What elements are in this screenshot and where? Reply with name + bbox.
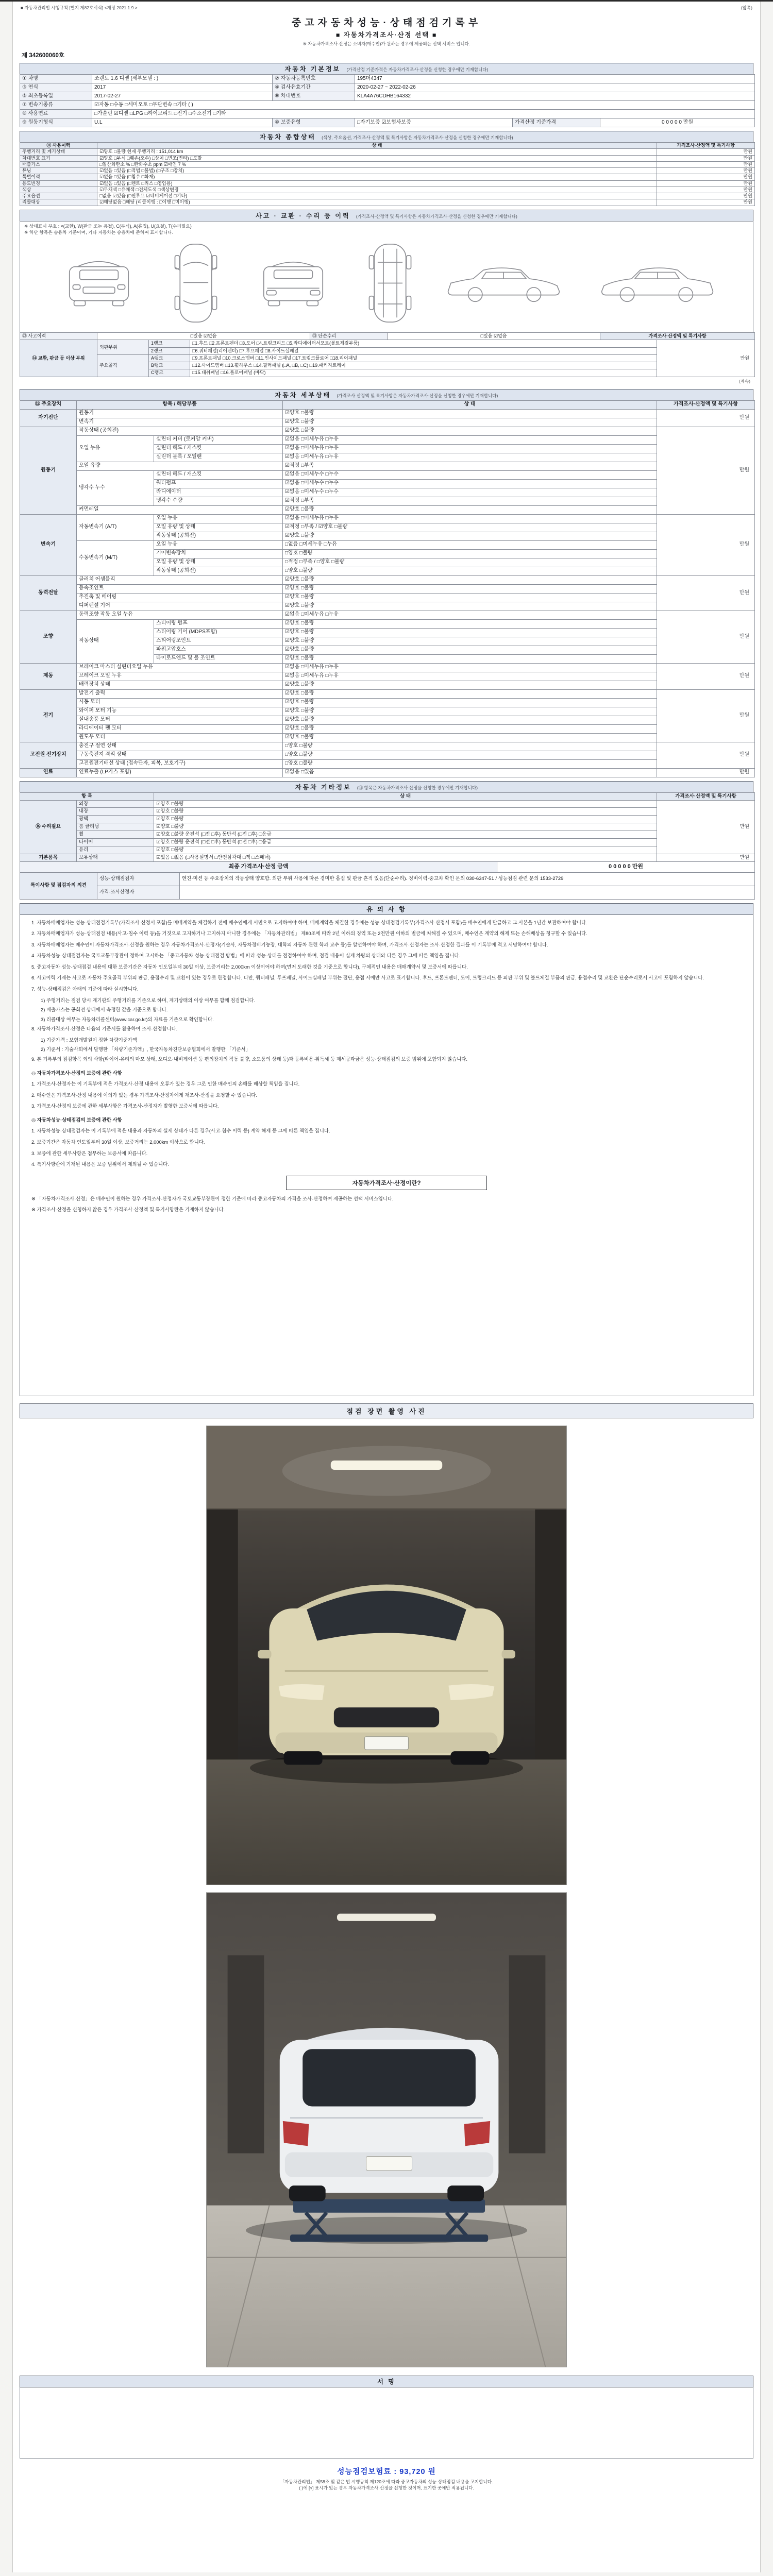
band-note: (가격조사·산정액 및 특기사항은 자동차가격조사·산정을 신청한 경우에만 기재합니다) [337, 393, 498, 398]
checkbox-cell[interactable]: ☑양호 □불량 [283, 619, 657, 628]
table-cell: 2020-02-27 ~ 2022-02-26 [355, 83, 755, 92]
checkbox-cell[interactable]: □15.대쉬패널 □16.플로어패널 (바닥) [190, 369, 657, 377]
checkbox-cell[interactable]: ☑없음 □미세누수 □누수 [283, 470, 657, 479]
table-cell: ⑥ 차대번호 [273, 92, 355, 101]
checkbox-cell[interactable]: ☑양호 □불량 [283, 418, 657, 427]
footer-line-1: 「자동차관리법」 제58조 및 같은 법 시행규칙 제120조에 따라 중고자동차의 성능·상태점검 내용을 고지합니다. [280, 2479, 493, 2484]
checkbox-cell[interactable]: ☑양호 □불량 [283, 716, 657, 724]
table-cell: 오일 누유 [154, 540, 283, 549]
notice-line: 4. 특기사항란에 기재된 내용은 보증 범위에서 제외될 수 있습니다. [31, 1161, 169, 1167]
table-cell: 배력장치 상태 [77, 681, 283, 689]
table-cell: 만원 [657, 663, 755, 689]
section-band-overall-condition [20, 131, 753, 143]
notice-line: 2) 배출가스는 공회전 상태에서 측정한 값을 기준으로 합니다. [41, 1007, 168, 1013]
table-cell: ④ 검사유효기간 [273, 83, 355, 92]
table-cell: 용도변경 [20, 180, 97, 187]
table-cell: 엔진·미션 등 주요장치의 작동상태 양호함. 외판 부위 사용에 따른 경미한 흠집 및 판금 흔적 있음(단순수리). 정비이력·중고차 확인 문의 030-6347-51 / 성능점검 관련 문의 1533-2729 [180, 872, 755, 886]
table-cell: ⑬ 단순수리 [310, 333, 388, 340]
document-number: 제 342600060호 [22, 53, 64, 59]
basic-info-table [20, 74, 755, 127]
band-title: 서 명 [377, 2378, 396, 2385]
table-cell: 실린더 블록 / 오일팬 [154, 453, 283, 462]
notice-line: 1) 주행거리는 점검 당시 계기판의 주행거리를 기준으로 하며, 계기상태의 이상 여부를 함께 점검합니다. [41, 997, 256, 1003]
table-cell: 동력조향 작동 오일 누유 [77, 611, 283, 619]
section-label: 제동 [20, 663, 77, 689]
checkbox-cell[interactable]: ☑양호 □불량 운전석 (□전 □후) 동반석 (□전 □후) □응급 [154, 831, 657, 839]
checkbox-cell[interactable]: ☑양호 □불량 [283, 409, 657, 418]
notice-line: 3. 보증에 관한 세부사항은 첨부하는 보증서에 따릅니다. [31, 1150, 148, 1156]
table-cell: ⑤ 최초등록일 [20, 92, 92, 101]
table-cell: 2랭크 [149, 347, 190, 354]
table-cell: 쏘렌토 1.6 디젤 (세부모델 : ) [92, 75, 273, 83]
table-cell: 만원 [657, 149, 755, 155]
document-footer [20, 2479, 753, 2496]
table-cell: 브레이크 오일 누유 [77, 672, 283, 681]
checkbox-cell[interactable]: ☑양호 □불량 현재 주행거리 : 151,014 km [97, 149, 657, 155]
table-cell: 최종 가격조사·산정 금액 [20, 861, 497, 872]
checkbox-cell[interactable]: ☑양호 □불량 [283, 707, 657, 716]
inspection-photo-rear[interactable] [206, 1892, 567, 2367]
car-diagram-right-side-view[interactable] [595, 259, 719, 308]
checkbox-cell[interactable]: ☑양호 □불량 [154, 816, 657, 823]
table-cell: 1랭크 [149, 340, 190, 347]
section-label: 전기 [20, 689, 77, 742]
checkbox-cell[interactable]: ☑양호 □불량 [283, 602, 657, 611]
accident-diagram-panel [20, 221, 753, 333]
car-diagram-front-view[interactable] [54, 252, 144, 314]
car-diagram-rear-view[interactable] [248, 252, 339, 314]
checkbox-cell[interactable]: □양호 □불량 [283, 751, 657, 759]
checkbox-cell[interactable]: ☑양호 □부식 □훼손(오손) □상이 □변조(변타) □도말 [97, 155, 657, 161]
table-cell: 윈도우 모터 [77, 733, 283, 742]
table-cell: ⑮ 주요장치 [20, 400, 77, 409]
etc-info-table [20, 792, 755, 862]
section-label: 자기진단 [20, 409, 77, 427]
notices-list [31, 919, 742, 1168]
table-cell: 주요옵션 [20, 193, 97, 199]
table-cell: 만원 [657, 689, 755, 742]
table-cell: 외판부위 [97, 340, 149, 355]
table-cell [180, 886, 755, 899]
checkbox-cell[interactable]: ☑양호 □불량 [283, 698, 657, 707]
checkbox-cell[interactable]: ☑있음 □없음 (□사용설명서 □안전삼각대 □잭 □스패너) [154, 854, 657, 861]
table-cell: 주요골격 [97, 354, 149, 377]
section-label: 동력전달 [20, 575, 77, 611]
table-cell: 오일 유량 및 상태 [154, 558, 283, 567]
section-label: 고전원 전기장치 [20, 742, 77, 768]
table-cell: 작동상태 [77, 619, 154, 663]
checkbox-cell[interactable]: ☑자동 □수동 □세미오토 □무단변속 □기타 ( ) [92, 101, 755, 110]
checkbox-cell[interactable]: ☑없음 □미세누수 □누수 [283, 479, 657, 488]
checkbox-cell[interactable]: ☑양호 □불량 [283, 584, 657, 593]
table-cell: 발전기 출력 [77, 689, 283, 698]
table-cell: 워터펌프 [154, 479, 283, 488]
table-cell: 가격산정 기준가격 [513, 118, 600, 127]
checkbox-cell[interactable]: ☑양호 □불량 [283, 681, 657, 689]
section-label: 조향 [20, 611, 77, 663]
table-cell: 실내송풍 모터 [77, 716, 283, 724]
notice-line: 7. 성능·상태점검은 아래의 기준에 따라 실시합니다. [31, 986, 139, 992]
checkbox-cell[interactable]: ☑양호 □불량 [283, 733, 657, 742]
checkbox-cell[interactable]: □일산화탄소 % □탄화수소 ppm ☑매연 7 % [97, 161, 657, 167]
table-cell: 만원 [657, 800, 755, 854]
table-cell: 만원 [657, 168, 755, 174]
table-cell: ③ 연식 [20, 83, 92, 92]
table-cell: 상 태 [154, 792, 657, 800]
checkbox-cell[interactable]: □없음 □미세누유 □누유 [283, 540, 657, 549]
section-band-signature [20, 2376, 753, 2387]
continued-marker: (계속) [738, 378, 750, 384]
table-cell: 리콜대상 [20, 199, 97, 206]
notice-line: 9. 본 기록부의 점검항목 외의 사항(타이어·유리의 마모 상태, 오디오·내비게이션 등 편의장치의 작동 불량, 소모품의 상태 등)과 등록비용·취득세 등 제세공과금은 성능·상태점검의 보증 범위에 포함되지 않습니다. [31, 1056, 467, 1062]
checkbox-cell[interactable]: ☑없음 □있음 (□침수 □화재) [97, 174, 657, 180]
table-cell: 2017 [92, 83, 273, 92]
section-label: ⑯ 수리필요 [20, 800, 77, 854]
table-cell: 기어변속장치 [154, 549, 283, 558]
footer-line-2: ( )에 [√] 표시가 있는 경우 자동차가격조사·산정을 신청한 것이며, 표기한 곳에만 적용됩니다. [299, 2485, 474, 2491]
checkbox-cell[interactable]: □있음 ☑없음 [388, 333, 600, 340]
checkbox-cell[interactable]: 0 0 0 0 0 만원 [600, 118, 755, 127]
table-cell: 상 태 [97, 143, 657, 149]
table-cell: 타이로드엔드 및 볼 조인트 [154, 654, 283, 663]
table-cell: 195더4347 [355, 75, 755, 83]
table-cell: B랭크 [149, 362, 190, 369]
checkbox-cell[interactable]: ☑양호 □불량 [154, 800, 657, 808]
table-cell: 내장 [77, 808, 154, 816]
inspection-photo-front[interactable] [206, 1426, 567, 1885]
checkbox-cell[interactable]: ☑양호 □불량 [154, 846, 657, 854]
section-label: 연료 [20, 768, 77, 777]
notice-line: 2. 자동차매매업자가 성능·상태점검 내용(사고·침수 이력 등)을 거짓으로 고지하거나 고지하지 아니한 경우에는 「자동차관리법」 제80조에 따라 2년 이하의 징역 또는 2천만원 이하의 벌금에 처해질 수 있으며, 매수인은 계약의 해제 또는 손해배상을 청구할 수 있습니다. [31, 930, 587, 937]
table-cell: 스티어링 기어 (MDPS포함) [154, 628, 283, 637]
table-cell: ⑫ 사고이력 [20, 333, 97, 340]
checkbox-cell[interactable]: ☑없음 □미세누유 □누유 [283, 435, 657, 444]
detailed-condition-table [20, 400, 755, 777]
notice-line: 2) 기준서 : 기술사회에서 발행한 「차량기준가액」, 한국자동차진단보증협회에서 발행한 「기준서」 [41, 1046, 250, 1053]
table-cell: 2017-02-27 [92, 92, 273, 101]
checkbox-cell[interactable]: ☑적정 □부족 / ☑양호 □불량 [283, 523, 657, 532]
notice-line: 4. 자동차성능·상태점검자는 국토교통부장관이 정하여 고시하는 「중고자동차 성능·상태점검 방법」에 따라 성능·상태를 점검하여야 하며, 점검 내용이 실제 차량의 상태와 다른 경우 그에 따른 책임을 집니다. [31, 953, 461, 959]
table-cell: 작동상태 (공회전) [154, 532, 283, 540]
table-cell: 튜닝 [20, 168, 97, 174]
table-cell: ② 자동차등록번호 [273, 75, 355, 83]
table-cell: 커먼레일 [77, 505, 283, 514]
band-title: 유 의 사 항 [366, 905, 407, 913]
table-cell: U.L [92, 118, 273, 127]
panel-exchange-table [20, 340, 755, 377]
section-label: 기본품목 [20, 854, 77, 861]
section-label: 특이사항 및 점검자의 의견 [20, 872, 97, 899]
notice-line: 3. 자동차매매업자는 매수인이 자동차가격조사·산정을 원하는 경우 자동차가격조사·산정자(기술사, 자동차정비기능장, 대학의 자동차 관련 학과 교수 등)를 알선하여야 하며, 가격조사·산정자는 조사·산정한 결과를 이 기록부에 적고 서명하여야 합니다. [31, 941, 548, 947]
checkbox-cell[interactable]: ☑양호 □불량 운전석 (□전 □후) 동반석 (□전 □후) □응급 [154, 838, 657, 846]
table-cell: 성능·상태점검자 [97, 872, 180, 886]
checkbox-cell[interactable]: ☑없음 □미세누유 □누유 [283, 453, 657, 462]
table-cell: 등속조인트 [77, 584, 283, 593]
notice-line: 5. 중고자동차 성능·상태점검 내용에 대한 보증기간은 자동차 인도일부터 30일 이상, 보증거리는 2,000km 이상이어야 하며(먼저 도래한 것을 기준으로 합니다), 구체적인 내용은 매매계약서 및 보증서에 따릅니다. [31, 963, 468, 970]
table-cell: 광택 [77, 816, 154, 823]
checkbox-cell[interactable]: □없음 ☑있음 (□썬루프 ☑네비게이션 □기타) [97, 193, 657, 199]
overall-condition-table [20, 142, 755, 206]
section-band-basic-info [20, 63, 753, 75]
table-cell: 작동상태 (공회전) [77, 427, 283, 435]
notice-line: 8. 자동차가격조사·산정은 다음의 기준서를 활용하여 조사·산정합니다. [31, 1026, 178, 1032]
table-cell: 만원 [657, 161, 755, 167]
table-cell: 원동기 [77, 409, 283, 418]
notice-line: ※ 가격조사·산정을 신청하지 않은 경우 가격조사·산정액 및 특기사항란은 기재하지 않습니다. [31, 1207, 225, 1213]
table-cell: 가격·조사산정자 [97, 886, 180, 899]
checkbox-cell[interactable]: ☑양호 □불량 [283, 427, 657, 435]
table-cell: ⑧ 사용연료 [20, 110, 92, 118]
signature-area[interactable] [20, 2387, 753, 2459]
checkbox-cell[interactable]: ☑양호 □불량 [283, 575, 657, 584]
table-cell: 가격조사·산정액 및 특기사항 [657, 400, 755, 409]
table-cell: ① 차명 [20, 75, 92, 83]
table-cell: 만원 [657, 193, 755, 199]
table-cell: 항 목 [20, 792, 154, 800]
checkbox-cell[interactable]: ☑적정 □부족 [283, 497, 657, 505]
page-side-marker: (앞쪽) [741, 5, 752, 10]
accident-status-table [20, 332, 755, 340]
checkbox-cell[interactable]: □양호 □불량 [283, 567, 657, 575]
table-cell: 휠 [77, 831, 154, 839]
table-cell: 만원 [657, 427, 755, 514]
car-diagram-top-view[interactable] [172, 241, 220, 326]
table-cell: 고전원전기배선 상태 (접속단자, 피복, 보호기구) [77, 759, 283, 768]
document-subtitle: ■ 자동차가격조사·산정 선택 ■ [335, 31, 438, 39]
diagram-note: ※ 하단 항목은 승용차 기준이며, 기타 자동차는 승용차에 준하여 표시합니다. [24, 229, 174, 235]
table-cell: 색상 [20, 187, 97, 193]
table-cell: 수동변속기 (M/T) [77, 540, 154, 575]
table-cell: 만원 [657, 768, 755, 777]
table-cell: 시동 모터 [77, 698, 283, 707]
checkbox-cell[interactable]: □양호 □불량 [283, 759, 657, 768]
table-cell: 타이어 [77, 838, 154, 846]
table-cell: 충전구 절연 상태 [77, 742, 283, 751]
section-label: ⑭ 교환, 판금 등 이상 부위 [20, 340, 97, 377]
band-title: 자동차 종합상태 [260, 133, 316, 141]
table-cell: 오일 누유 [77, 435, 154, 462]
table-cell: 변속기 [77, 418, 283, 427]
notice-line: 1. 자동차매매업자는 성능·상태점검기록부(가격조사·산정서 포함)를 매매계약을 체결하기 전에 매수인에게 서면으로 고지하여야 하며, 매매계약을 체결한 경우에는 성능·상태점검기록부(가격조사·산정서 포함)를 매수인에게 발급하고 그 사본을 1년간 보관하여야 합니다. [31, 919, 587, 925]
table-cell: 실린더 헤드 / 개스킷 [154, 444, 283, 453]
table-cell: 유리 [77, 846, 154, 854]
table-cell: 0 0 0 0 0 만원 [497, 861, 755, 872]
checkbox-cell[interactable]: ☑양호 □불량 [283, 593, 657, 602]
table-cell: 룸 클리닝 [77, 823, 154, 831]
table-cell: 브레이크 마스터 실린더오일 누유 [77, 663, 283, 672]
checkbox-cell[interactable]: ☑양호 □불량 [283, 505, 657, 514]
section-band-accident-history [20, 210, 753, 222]
checkbox-cell[interactable]: □있음 ☑없음 [97, 333, 310, 340]
table-cell: 배출가스 [20, 161, 97, 167]
notice-line: 1. 가격조사·산정자는 이 기록부에 적은 가격조사·산정 내용에 오류가 있는 경우 그로 인한 매수인의 손해를 배상할 책임을 집니다. [31, 1081, 300, 1087]
table-cell: 가격조사·산정액 및 특기사항 [657, 792, 755, 800]
inspector-opinion-table [20, 872, 755, 900]
checkbox-cell[interactable]: ☑양호 □불량 [283, 689, 657, 698]
checkbox-cell[interactable]: ☑없음 □미세누유 □누유 [283, 514, 657, 523]
table-cell: 만원 [657, 742, 755, 768]
table-cell: 와이퍼 모터 기능 [77, 707, 283, 716]
form-reference: ■ 자동차관리법 시행규칙 [별지 제82호서식] <개정 2021.1.9.> [21, 5, 138, 10]
checkbox-cell[interactable]: ☑없음 □있음 (□적법 □불법) (□구조 □장치) [97, 168, 657, 174]
notice-line: 3) 리콜대상 여부는 자동차리콜센터(www.car.go.kr)의 자료를 기준으로 확인합니다. [41, 1016, 214, 1022]
table-cell: 만원 [657, 187, 755, 193]
table-cell: 만원 [657, 514, 755, 575]
inspection-insurance-fee: 성능점검보험료 : 93,720 원 [337, 2467, 436, 2476]
table-cell: 냉각수 수량 [154, 497, 283, 505]
table-cell: 오일 누유 [154, 514, 283, 523]
table-cell: 보유상태 [77, 854, 154, 861]
section-band-etc-info [20, 781, 753, 793]
table-cell: C랭크 [149, 369, 190, 377]
band-title: 사고 · 교환 · 수리 등 이력 [256, 212, 350, 219]
notices-after-list [31, 1195, 742, 1214]
final-price-table [20, 861, 755, 873]
checkbox-cell[interactable]: ☑양호 □불량 [283, 628, 657, 637]
table-cell: ⑦ 변속기종류 [20, 101, 92, 110]
status-code-legend: ※ 상태표시 부호 : ×(교환), W(판금 또는 용접), C(부식), A(흠집), U(요철), T(수리필요) [24, 223, 192, 229]
table-cell: 만원 [657, 409, 755, 427]
table-cell: 항목 / 해당부품 [77, 400, 283, 409]
table-cell: 파워고압호스 [154, 646, 283, 654]
table-cell: ⑩ 보증유형 [273, 118, 355, 127]
notice-line: 1) 기준가격 : 보험개발원이 정한 차량기준가액 [41, 1037, 137, 1043]
checkbox-cell[interactable]: ☑양호 □불량 [283, 654, 657, 663]
band-title: 자동차 기본정보 [284, 65, 341, 73]
checkbox-cell[interactable]: ☑없음 □미세누유 □누유 [283, 672, 657, 681]
checkbox-cell[interactable]: □12.사이드멤버 □13.휠하우스 □14.필러패널 (□A, □B, □C) □19.패키지트레이 [190, 362, 657, 369]
section-band-inspection-photos: 점검 장면 촬영 사진 [20, 1403, 753, 1418]
table-cell: 만원 [657, 340, 755, 377]
table-cell: 가격조사·산정액 및 특기사항 [600, 333, 755, 340]
table-cell: 오일 유량 및 상태 [154, 523, 283, 532]
table-cell: 추진축 및 베어링 [77, 593, 283, 602]
table-cell: 라디에이터 팬 모터 [77, 724, 283, 733]
band-note: (가격조사·산정액 및 특기사항은 자동차가격조사·산정을 신청한 경우에만 기재합니다) [356, 213, 517, 219]
notice-line: ◎ 자동차성능·상태점검의 보증에 관한 사항 [31, 1116, 122, 1123]
table-cell: 만원 [657, 180, 755, 187]
notice-line: 3. 가격조사·산정의 보증에 관한 세부사항은 가격조사·산정자가 발행한 보증서에 따릅니다. [31, 1103, 219, 1109]
checkbox-cell[interactable]: □1.후드 □2.프론트펜더 □3.도어 □4.트렁크리드 □5.라디에이터서포트(볼트체결부품) [190, 340, 657, 347]
table-cell: 만원 [657, 854, 755, 861]
band-note: (⑯ 항목은 자동차가격조사·산정을 신청한 경우에만 기재합니다) [357, 785, 478, 790]
checkbox-cell[interactable]: ☑양호 □불량 [154, 808, 657, 816]
table-cell: 주행거리 및 계기상태 [20, 149, 97, 155]
table-cell: 자동변속기 (A/T) [77, 514, 154, 540]
checkbox-cell[interactable]: ☑양호 □불량 [283, 724, 657, 733]
band-note: (색상, 주요옵션, 가격조사·산정액 및 특기사항은 자동차가격조사·산정을 신청한 경우에만 기재합니다) [322, 135, 513, 140]
table-cell: 차대번호 표기 [20, 155, 97, 161]
notice-line: 2. 보증기간은 자동차 인도일부터 30일 이상, 보증거리는 2,000km 이상으로 합니다. [31, 1139, 205, 1145]
checkbox-cell[interactable]: ☑없음 □미세누유 □누유 [283, 611, 657, 619]
checkbox-cell[interactable]: ☑해당없음 □해당 (리콜이행 : □이행 □미이행) [97, 199, 657, 206]
section-band-notices [20, 903, 753, 915]
table-cell: 디퍼렌셜 기어 [77, 602, 283, 611]
notice-line: ◎ 자동차가격조사·산정의 보증에 관한 사항 [31, 1070, 122, 1076]
table-cell: 실린더 커버 (로커암 커버) [154, 435, 283, 444]
table-cell: 외장 [77, 800, 154, 808]
checkbox-cell[interactable]: ☑적정 □부족 [283, 462, 657, 470]
section-label: 변속기 [20, 514, 77, 575]
table-cell: 특별이력 [20, 174, 97, 180]
table-cell: 가격조사·산정액 및 특기사항 [657, 143, 755, 149]
notice-line: 1. 자동차성능·상태점검자는 이 기록부에 적은 내용과 자동차의 실제 상태가 다른 경우(사고·침수 이력 등) 계약 해제 등 그에 따른 책임을 집니다. [31, 1128, 330, 1134]
table-cell: 구동축전지 격리 상태 [77, 751, 283, 759]
checkbox-cell[interactable]: ☑없음 □있음 [283, 768, 657, 777]
table-cell: 상 태 [283, 400, 657, 409]
document-title: 중고자동차성능·상태점검기록부 [291, 18, 482, 28]
table-cell: KLA4A76CDHB164332 [355, 92, 755, 101]
table-cell: 실린더 헤드 / 개스킷 [154, 470, 283, 479]
table-cell: 오일 유량 [77, 462, 283, 470]
checkbox-cell[interactable]: ☑양호 □불량 [283, 646, 657, 654]
notice-line: 2. 매수인은 가격조사·산정 내용에 이의가 있는 경우 가격조사·산정자에게 재조사·산정을 요청할 수 있습니다. [31, 1092, 257, 1098]
table-cell: 만원 [657, 155, 755, 161]
form-reference-line [20, 4, 753, 11]
table-cell: 만원 [657, 199, 755, 206]
notice-line: ※ 「자동차가격조사·산정」은 매수인이 원하는 경우 가격조사·산정자가 국토교통부장관이 정한 기준에 따라 중고자동차의 가격을 조사·산정하여 제공하는 선택 서비스입니다. [31, 1195, 394, 1201]
checkbox-cell[interactable]: ☑양호 □불량 [283, 532, 657, 540]
price-appraisal-info-box: 자동차가격조사·산정이란? [286, 1176, 487, 1190]
document-page [12, 2, 761, 2572]
table-cell: 만원 [657, 575, 755, 611]
checkbox-cell[interactable]: □6.쿼터패널(리어펜더) □7.루프패널 □8.사이드실패널 [190, 347, 657, 354]
document-header [20, 11, 753, 49]
checkbox-cell[interactable]: ☑무채색 □유채색 □전체도색 □색상변경 [97, 187, 657, 193]
subtitle-note: ※ 자동차가격조사·산정은 소비자(매수인)가 원하는 경우에 제공되는 선택 서비스 입니다. [303, 41, 470, 46]
checkbox-cell[interactable]: ☑없음 □있음 (□렌트 □리스 □영업용) [97, 180, 657, 187]
checkbox-cell[interactable]: ☑양호 □불량 [154, 823, 657, 831]
checkbox-cell[interactable]: □자기보증 ☑보험사보증 [355, 118, 513, 127]
checkbox-cell[interactable]: ☑양호 □불량 [283, 637, 657, 646]
checkbox-cell[interactable]: □9.프론트패널 □10.크로스멤버 □11.인사이드패널 □17.트렁크플로어 □18.리어패널 [190, 354, 657, 362]
checkbox-cell[interactable]: □양호 □불량 [283, 742, 657, 751]
table-cell: 스티어링 펌프 [154, 619, 283, 628]
table-cell: 연료누출 (LP가스 포함) [77, 768, 283, 777]
table-cell: 만원 [657, 174, 755, 180]
table-cell: ⑨ 원동기형식 [20, 118, 92, 127]
notices-body [20, 914, 753, 1396]
car-diagram-left-side-view[interactable] [442, 259, 566, 308]
band-note: (가격산정 기준가격은 자동차가격조사·산정을 신청한 경우에만 기재합니다) [346, 67, 489, 72]
table-cell: 냉각수 누수 [77, 470, 154, 505]
band-title: 자동차 기타정보 [295, 783, 351, 791]
checkbox-cell[interactable]: ☑없음 □미세누수 □누수 [283, 488, 657, 497]
table-cell: A랭크 [149, 354, 190, 362]
checkbox-cell[interactable]: ☑없음 □미세누유 □누유 [283, 444, 657, 453]
section-label: 원동기 [20, 427, 77, 514]
checkbox-cell[interactable]: □적정 □부족 / □양호 □불량 [283, 558, 657, 567]
table-cell: ⑪ 사용이력 [20, 143, 97, 149]
table-cell: 스티어링조인트 [154, 637, 283, 646]
table-cell: 클러치 어셈블리 [77, 575, 283, 584]
checkbox-cell[interactable]: □가솔린 ☑디젤 □LPG □하이브리드 □전기 □수소전기 □기타 [92, 110, 755, 118]
band-title: 자동차 세부상태 [275, 391, 331, 399]
checkbox-cell[interactable]: □양호 □불량 [283, 549, 657, 558]
table-cell: 작동상태 (공회전) [154, 567, 283, 575]
table-cell: 만원 [657, 611, 755, 663]
checkbox-cell[interactable]: ☑없음 □미세누유 □누유 [283, 663, 657, 672]
notice-line: 6. 사고이력 기재는 사고로 자동차 주요골격 부위의 판금, 용접수리 및 교환이 있는 경우로 한정합니다. 다만, 쿼터패널, 루프패널, 사이드실패널 부위는 절단, 용접 시에만 사고로 표기합니다. 후드, 프론트펜더, 도어, 트렁크리드 등 외판 부위 및 볼트체결 부품의 판금, 용접수리 및 교환은 단순수리로서 사고에 포함하지 않습니다. [31, 975, 704, 981]
car-diagram-underbody-view[interactable] [366, 241, 414, 326]
section-band-detailed-condition [20, 389, 753, 401]
table-cell: 라디에이터 [154, 488, 283, 497]
car-diagrams [24, 235, 749, 333]
